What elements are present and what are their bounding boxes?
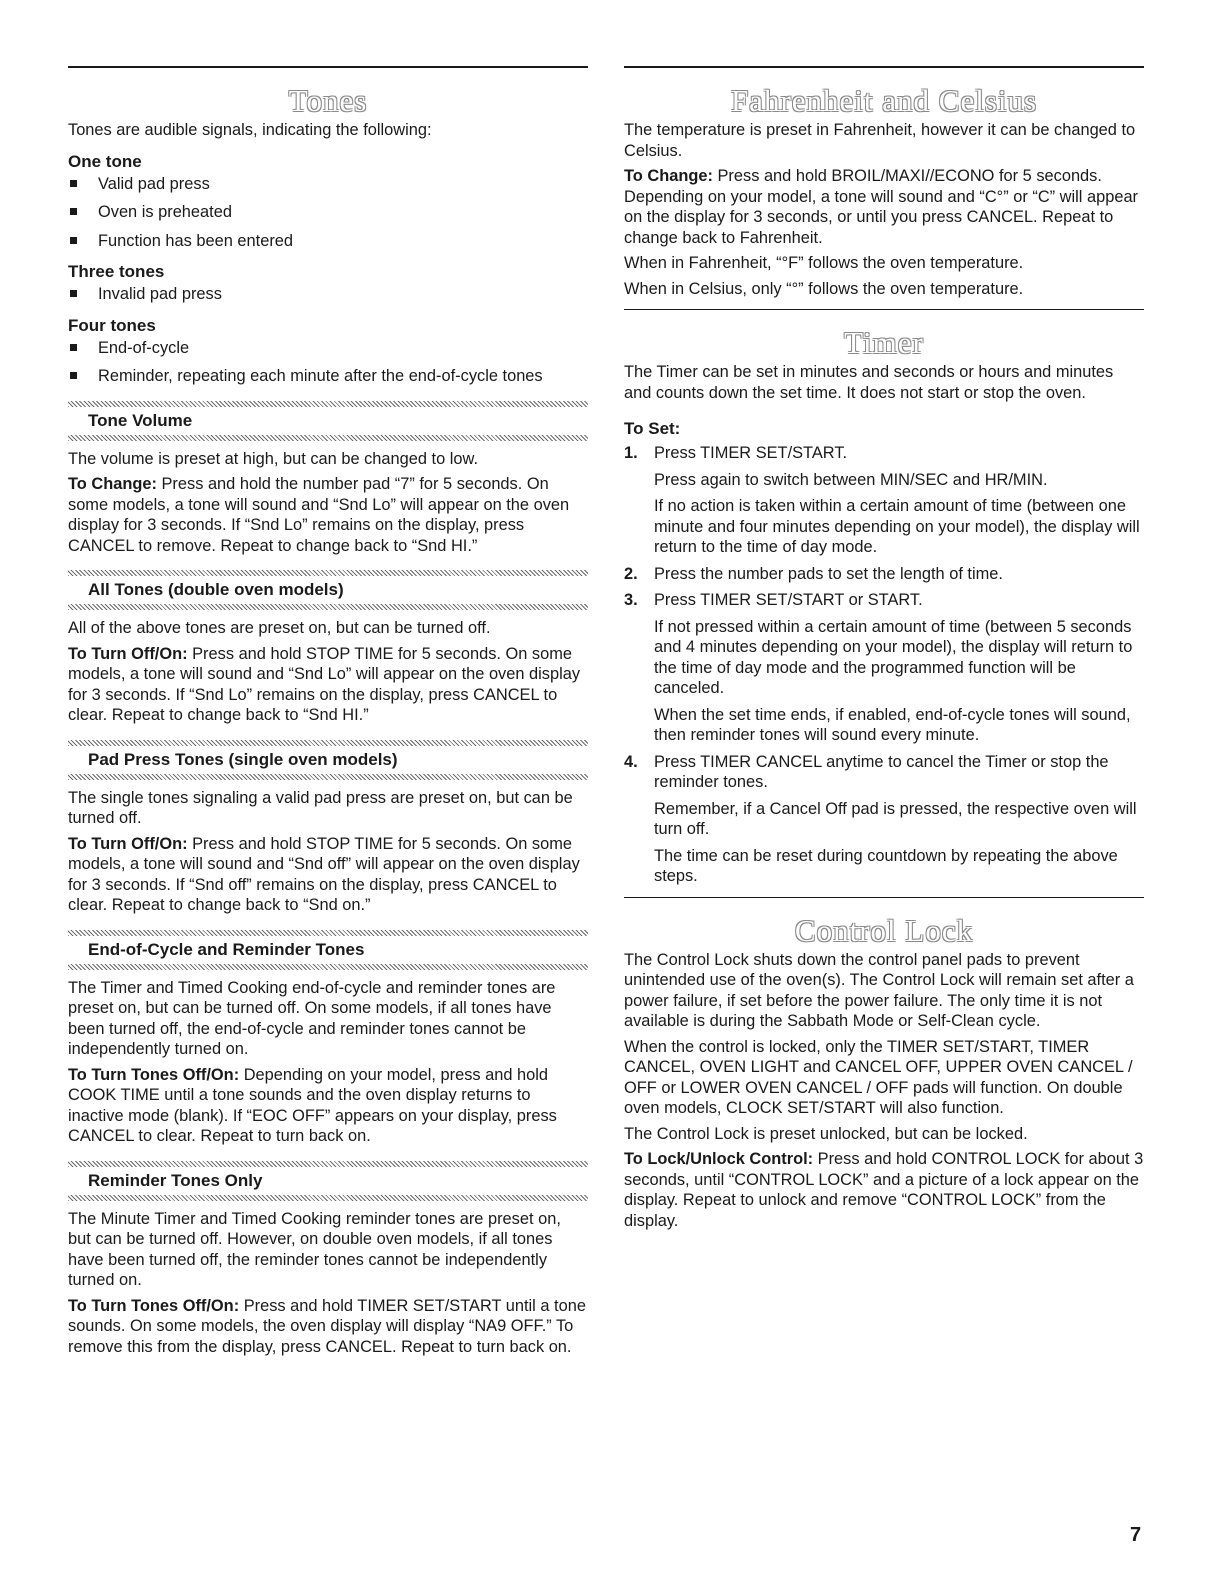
step-text: Press TIMER SET/START or START. [654, 591, 923, 609]
tone-group-list [68, 284, 588, 305]
list-item: Invalid pad press [68, 284, 588, 305]
page-number: 7 [1130, 1524, 1142, 1546]
tone-group-heading: Four tones [68, 315, 156, 335]
list-item: Valid pad press [68, 174, 588, 195]
list-item: Reminder, repeating each minute after the end-of-cycle tones [68, 366, 588, 387]
paragraph-text: Press and hold TIMER SET/START until a tone sounds. On some models, the oven display will display “NA9 OFF.” To remove this from the display, press CANCEL. Repeat to turn back on. [68, 1296, 586, 1356]
paragraph-text: Press and hold CONTROL LOCK for about 3 seconds, until “CONTROL LOCK” and a picture of a lock appear on the display. Repeat to unlock and remove “CONTROL LOCK” from the display. [624, 1150, 1144, 1230]
paragraph [624, 950, 1144, 1032]
step-text: Press again to switch between MIN/SEC and HR/MIN. [654, 470, 1048, 489]
paragraph [68, 1065, 588, 1147]
step-text: Press the number pads to set the length of time. [654, 564, 1003, 583]
paragraph [624, 120, 1144, 161]
paragraph [624, 253, 1144, 274]
subsection-title: Tone Volume [88, 410, 193, 430]
hatch-rule [68, 435, 588, 441]
paragraph-text: When in Fahrenheit, “°F” follows the oven temperature. [624, 254, 1024, 272]
paragraph [68, 449, 588, 470]
paragraph-text: The Control Lock is preset unlocked, but can be locked. [624, 1124, 1028, 1143]
tone-group-heading: Three tones [68, 262, 165, 281]
paragraph-text: Depending on your model, press and hold COOK TIME until a tone sounds and the oven display returns to inactive mode (blank). If “EOC OFF” appears on your display, press CANCEL to clear. Repeat to turn back on. [68, 1065, 557, 1145]
fahrenheit-body [624, 120, 1144, 299]
timer-intro: The Timer can be set in minutes and seconds or hours and minutes and counts down the set time. It does not start or stop the oven. [624, 363, 1114, 402]
paragraph [68, 978, 588, 1060]
paragraph-text: The single tones signaling a valid pad press are preset on, but can be turned off. [68, 788, 573, 827]
paragraph-text: The volume is preset at high, but can be changed to low. [68, 449, 479, 468]
paragraph-text: Press and hold the number pad “7” for 5 seconds. On some models, a tone will sound and “Snd Lo” will appear on the oven display for 3 seconds. If “Snd Lo” remains on the display, press CANCEL to remove. Repeat to change back to “Snd HI.” [68, 475, 570, 555]
paragraph-label: To Turn Off/On: [68, 644, 188, 663]
paragraph [68, 618, 588, 639]
step-text: Remember, if a Cancel Off pad is pressed, the respective oven will turn off. [654, 799, 1137, 838]
right-column [624, 66, 1144, 1236]
tones-intro: Tones are audible signals, indicating the following: [68, 121, 432, 139]
subsection-header [68, 401, 588, 441]
step-text: If not pressed within a certain amount of time (between 5 seconds and 4 minutes depending on your model), the display will return to the time of day mode and the programmed function will be canceled. [654, 617, 1133, 697]
section-rule [624, 897, 1144, 898]
paragraph-label: To Change: [624, 167, 713, 185]
subsection-header [68, 930, 588, 970]
timer-steps [624, 443, 1144, 887]
paragraph-text: The temperature is preset in Fahrenheit, however it can be changed to Celsius. [624, 121, 1136, 160]
paragraph-text: Press and hold BROIL/MAXI//ECONO for 5 seconds. Depending on your model, a tone will sound and “C°” or “C” will appear on the display for 3 seconds, or until you press CANCEL. Repeat to change back to Fahrenheit. [624, 167, 1139, 247]
left-column [68, 66, 588, 1362]
hatch-rule [68, 774, 588, 780]
paragraph-text: The Minute Timer and Timed Cooking reminder tones are preset on, but can be turned off. However, on double oven models, if all tones have been turned off, the reminder tones cannot be independently turned on. [68, 1209, 561, 1289]
section-rule [624, 309, 1144, 310]
paragraph [624, 279, 1144, 300]
step-number: 3. [624, 591, 638, 609]
fahrenheit-title: Fahrenheit and Celsius [730, 83, 1038, 118]
control-lock-title: Control Lock [794, 912, 974, 948]
step-text: When the set time ends, if enabled, end-of-cycle tones will sound, then reminder tones will sound every minute. [654, 705, 1131, 744]
step-number: 2. [624, 564, 638, 583]
subsection-title: Pad Press Tones (single oven models) [88, 749, 398, 769]
tone-subsections [68, 401, 588, 1358]
paragraph-text: Press and hold STOP TIME for 5 seconds. On some models, a tone will sound and “Snd Lo” will appear on the oven display for 3 seconds. If “Snd Lo” remains on the display, press CANCEL to clear. Repeat to change back to “Snd HI.” [68, 644, 581, 724]
hatch-rule [68, 1195, 588, 1201]
tone-group-list [68, 338, 588, 387]
tone-group-list [68, 174, 588, 252]
subsection-title: End-of-Cycle and Reminder Tones [88, 939, 365, 959]
paragraph [68, 474, 588, 556]
paragraph [68, 1209, 588, 1291]
timer-step [624, 564, 1144, 585]
tones-title: Tones [288, 83, 368, 118]
timer-step [624, 590, 1144, 746]
paragraph [68, 1296, 588, 1358]
step-number: 1. [624, 444, 638, 462]
paragraph-text: The Timer and Timed Cooking end-of-cycle and reminder tones are preset on, but can be turned off. On some models, if all tones have been turned off, the end-of-cycle and reminder tones cannot be independently turned on. [68, 978, 556, 1058]
paragraph-label: To Lock/Unlock Control: [624, 1150, 814, 1168]
paragraph-label: To Turn Tones Off/On: [68, 1296, 240, 1315]
paragraph [68, 834, 588, 916]
step-text: If no action is taken within a certain amount of time (between one minute and four minutes depending on your model), the display will return to the time of day mode. [654, 497, 1140, 556]
paragraph [68, 644, 588, 726]
paragraph [624, 1124, 1144, 1145]
paragraph-text: The Control Lock shuts down the control panel pads to prevent unintended use of the oven(s). The Control Lock will remain set after a power failure, if set before the power failure. The only time it is not available is during the Sabbath Mode or Self-Clean cycle. [624, 950, 1134, 1030]
paragraph-label: To Change: [68, 475, 157, 493]
step-text: Press TIMER CANCEL anytime to cancel the Timer or stop the reminder tones. [654, 752, 1109, 791]
paragraph-text: Press and hold STOP TIME for 5 seconds. On some models, a tone will sound and “Snd off” will appear on the oven display for 3 seconds. If “Snd off” remains on the display, press CANCEL to clear. Repeat to change back to “Snd on.” [68, 834, 580, 914]
subsection-header [68, 570, 588, 610]
subsection-title: Reminder Tones Only [88, 1170, 263, 1190]
paragraph-label: To Turn Off/On: [68, 834, 188, 853]
section-rule [624, 66, 1144, 68]
timer-step [624, 443, 1144, 558]
paragraph-text: When the control is locked, only the TIMER SET/START, TIMER CANCEL, OVEN LIGHT and CANCEL OFF, UPPER OVEN CANCEL / OFF or LOWER OVEN CANCEL / OFF pads will function. On double oven models, CLOCK SET/START will also function. [624, 1037, 1133, 1117]
paragraph [624, 1037, 1144, 1119]
control-lock-body [624, 950, 1144, 1232]
paragraph [68, 788, 588, 829]
step-number: 4. [624, 752, 638, 771]
tone-groups [68, 152, 588, 387]
paragraph [624, 1149, 1144, 1231]
list-item: Oven is preheated [68, 202, 588, 223]
hatch-rule [68, 604, 588, 610]
section-rule [68, 66, 588, 68]
step-text: The time can be reset during countdown by repeating the above steps. [654, 846, 1118, 885]
timer-step [624, 752, 1144, 887]
list-item: Function has been entered [68, 231, 588, 252]
paragraph-label: To Turn Tones Off/On: [68, 1065, 240, 1084]
timer-title: Timer [844, 325, 924, 360]
paragraph-text: All of the above tones are preset on, but can be turned off. [68, 619, 491, 637]
subsection-title: All Tones (double oven models) [88, 580, 344, 599]
timer-to-set-heading: To Set: [624, 419, 681, 438]
list-item: End-of-cycle [68, 338, 588, 359]
paragraph-text: When in Celsius, only “°” follows the oven temperature. [624, 279, 1024, 298]
hatch-rule [68, 964, 588, 970]
subsection-header [68, 740, 588, 780]
subsection-header [68, 1161, 588, 1201]
step-text: Press TIMER SET/START. [654, 444, 848, 462]
tone-group-heading: One tone [68, 151, 142, 171]
paragraph [624, 166, 1144, 248]
